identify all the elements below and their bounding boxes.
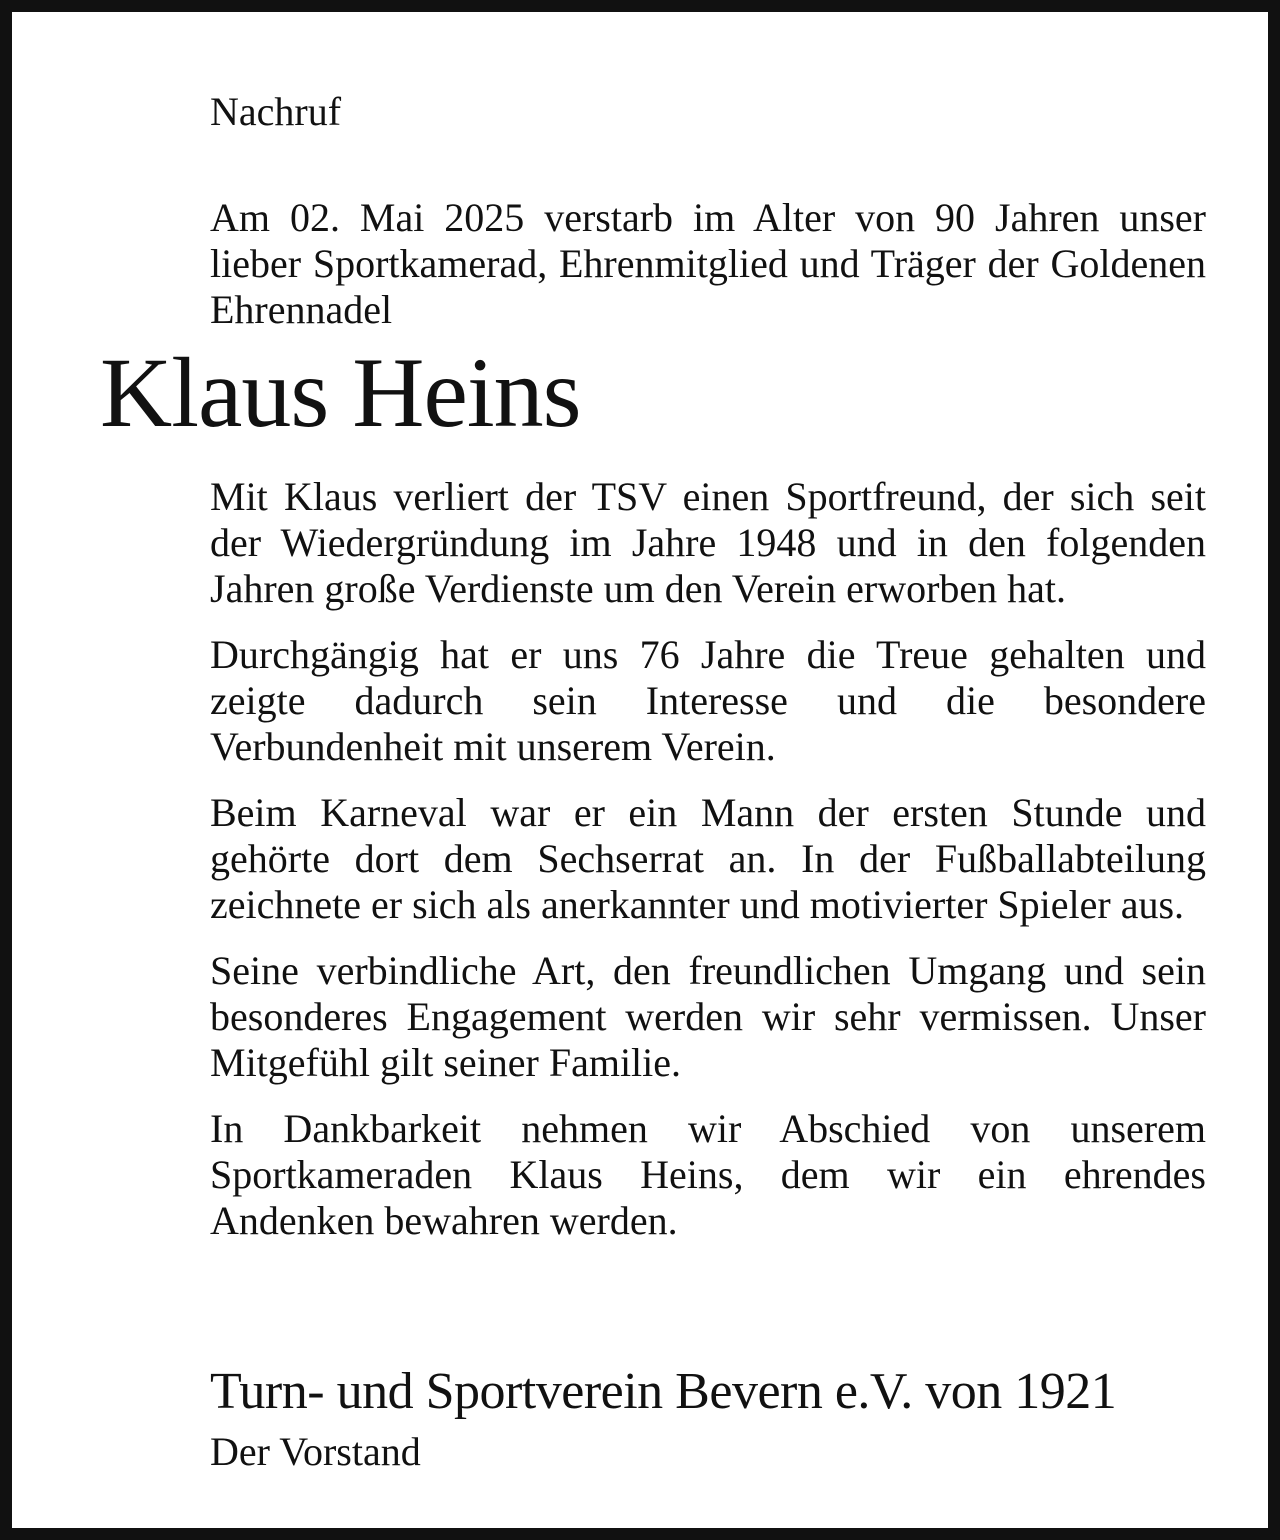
- paragraph-1: Mit Klaus verliert der TSV einen Sportfreund, der sich seit der Wiedergründung im Jahre 1948 und in den folgenden Jahren große Verdienste um den Verein erworben hat.: [210, 474, 1206, 611]
- obituary-body: [210, 474, 1206, 1264]
- board-signature: Der Vorstand: [210, 1429, 421, 1474]
- paragraph-5: In Dankbarkeit nehmen wir Abschied von unserem Sportkameraden Klaus Heins, dem wir ein ehrendes Andenken bewahren werden.: [210, 1106, 1206, 1243]
- notice-label: Nachruf: [210, 89, 342, 134]
- organization-signature: Turn- und Sportverein Bevern e.V. von 1921: [210, 1363, 1117, 1420]
- paragraph-2: Durchgängig hat er uns 76 Jahre die Treue gehalten und zeigte dadurch sein Interesse und die besondere Verbundenheit mit unserem Verein.: [210, 632, 1206, 769]
- paragraph-4: Seine verbindliche Art, den freundlichen Umgang und sein besonderes Engagement werden wir sehr vermissen. Unser Mitgefühl gilt seiner Familie.: [210, 948, 1206, 1085]
- intro-paragraph: Am 02. Mai 2025 verstarb im Alter von 90 Jahren unser lieber Sportkamerad, Ehrenmitglied und Träger der Goldenen Ehrennadel: [210, 195, 1206, 332]
- paragraph-3: Beim Karneval war er ein Mann der ersten Stunde und gehörte dort dem Sechserrat an. In der Fußballabteilung zeichnete er sich als anerkannter und motivierter Spieler aus.: [210, 790, 1206, 927]
- deceased-name: Klaus Heins: [100, 337, 581, 448]
